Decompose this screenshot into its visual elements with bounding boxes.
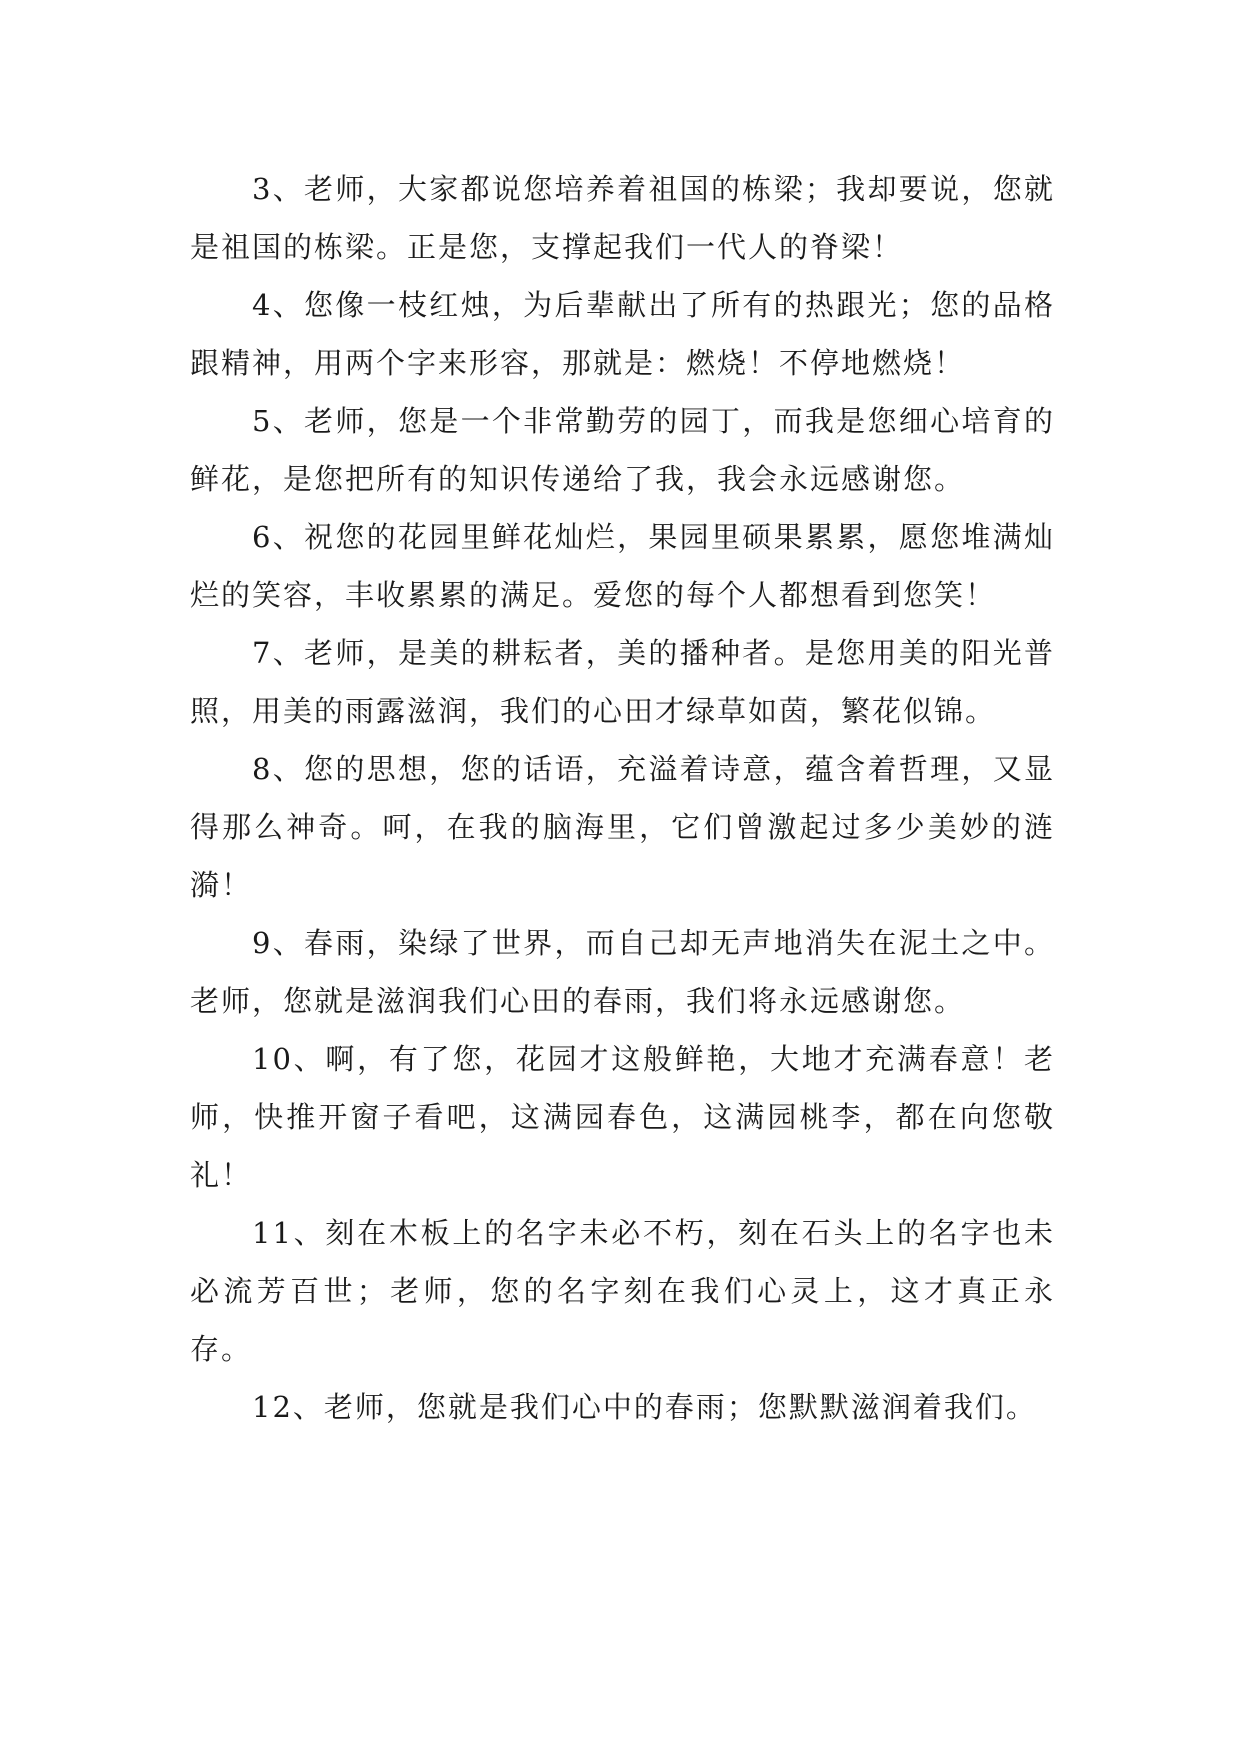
paragraph-4: 4、您像一枝红烛，为后辈献出了所有的热跟光；您的品格跟精神，用两个字来形容，那就是：燃烧！不停地燃烧！ bbox=[190, 288, 1055, 380]
paragraph-12: 12、老师，您就是我们心中的春雨；您默默滋润着我们。 bbox=[252, 1390, 1037, 1424]
document-body bbox=[190, 160, 1055, 1436]
paragraph-8: 8、您的思想，您的话语，充溢着诗意，蕴含着哲理，又显得那么神奇。呵，在我的脑海里，它们曾激起过多少美妙的涟漪！ bbox=[190, 752, 1055, 902]
paragraph-7: 7、老师，是美的耕耘者，美的播种者。是您用美的阳光普照，用美的雨露滋润，我们的心田才绿草如茵，繁花似锦。 bbox=[190, 636, 1055, 728]
paragraph-3: 3、老师，大家都说您培养着祖国的栋梁；我却要说，您就是祖国的栋梁。正是您，支撑起我们一代人的脊梁！ bbox=[190, 172, 1055, 264]
paragraph-11: 11、刻在木板上的名字未必不朽，刻在石头上的名字也未必流芳百世；老师，您的名字刻在我们心灵上，这才真正永存。 bbox=[190, 1216, 1055, 1366]
paragraph-9: 9、春雨，染绿了世界，而自己却无声地消失在泥土之中。老师，您就是滋润我们心田的春雨，我们将永远感谢您。 bbox=[190, 926, 1055, 1018]
paragraph-10: 10、啊，有了您，花园才这般鲜艳，大地才充满春意！老师，快推开窗子看吧，这满园春色，这满园桃李，都在向您敬礼！ bbox=[190, 1042, 1055, 1192]
paragraph-5: 5、老师，您是一个非常勤劳的园丁，而我是您细心培育的鲜花，是您把所有的知识传递给了我，我会永远感谢您。 bbox=[190, 404, 1055, 496]
paragraph-6: 6、祝您的花园里鲜花灿烂，果园里硕果累累，愿您堆满灿烂的笑容，丰收累累的满足。爱您的每个人都想看到您笑！ bbox=[190, 520, 1055, 612]
